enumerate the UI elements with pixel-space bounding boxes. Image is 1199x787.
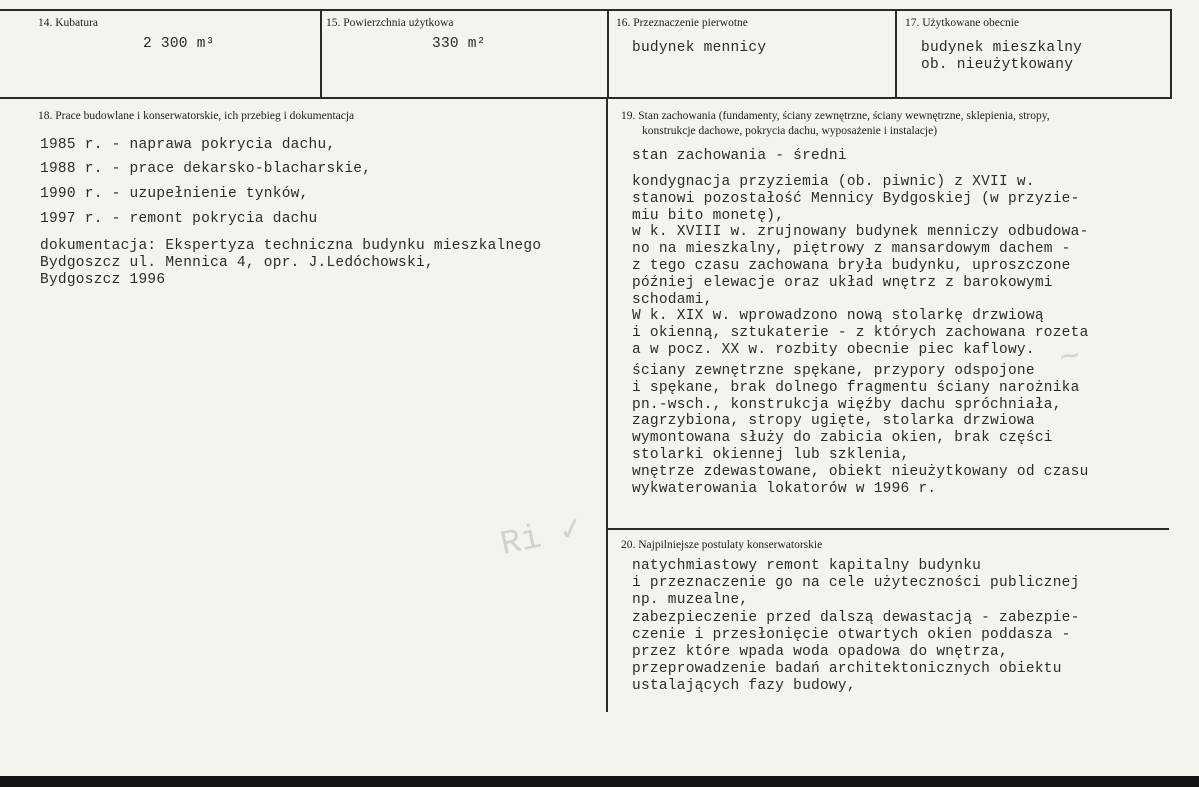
section-20-divider [607, 528, 1169, 530]
documentation-line: dokumentacja: Ekspertyza techniczna budynku mieszkalnego [40, 238, 542, 254]
work-item: 1997 r. - remont pokrycia dachu [40, 211, 318, 227]
history-line: z tego czasu zachowana bryła budynku, uproszczone [632, 258, 1071, 274]
faint-mark: ~ [1056, 338, 1085, 380]
postulate-line: ustalających fazy budowy, [632, 678, 856, 695]
body-col-divider [606, 98, 608, 712]
condition-line: wymontowana służy do zabicia okien, brak części [632, 430, 1053, 447]
postulate-line: przez które wpada woda opadowa do wnętrza, [632, 644, 1008, 660]
condition-line: stolarki okiennej lub szklenia, [632, 447, 910, 463]
right-border [1170, 9, 1172, 98]
history-line: schodami, [632, 291, 713, 308]
condition-line: wnętrze zdewastowane, obiekt nieużytkowany od czasu [632, 463, 1089, 480]
postulate-line: natychmiastowy remont kapitalny budynku [632, 558, 982, 574]
history-line: kondygnacja przyziemia (ob. piwnic) z XVII w. [632, 174, 1035, 190]
field-19-label: konstrukcje dachowe, pokrycia dachu, wyposażenie i instalacje) [642, 125, 938, 137]
work-item: 1990 r. - uzupełnienie tynków, [40, 186, 309, 202]
field-16-label: 16. Przeznaczenie pierwotne [616, 17, 748, 29]
history-line: później elewacje oraz układ wnętrz z barokowymi [632, 274, 1053, 291]
field-15-label: 15. Powierzchnia użytkowa [326, 17, 454, 29]
field-20-label: 20. Najpilniejsze postulaty konserwatorskie [621, 539, 823, 551]
history-line: w k. XVIII w. zrujnowany budynek menniczy odbudowa- [632, 224, 1089, 241]
work-item: 1985 r. - naprawa pokrycia dachu, [40, 137, 336, 153]
condition-line: zagrzybiona, stropy ugięte, stolarka drzwiowa [632, 413, 1035, 430]
postulate-line: zabezpieczenie przed dalszą dewastacją - zabezpie- [632, 609, 1080, 626]
condition-line: i spękane, brak dolnego fragmentu ściany narożnika [632, 379, 1080, 396]
top-border [0, 9, 1172, 11]
postulate-line: np. muzealne, [632, 592, 749, 609]
history-line: stanowi pozostałość Mennicy Bydgoskiej (w przyzie- [632, 190, 1080, 207]
field-14-value: 2 300 m³ [143, 36, 215, 52]
history-line: i okienną, sztukaterie - z których zachowana rozeta [632, 325, 1089, 342]
work-item: 1988 r. - prace dekarsko-blacharskie, [40, 161, 372, 177]
field-17-label: 17. Użytkowane obecnie [905, 17, 1020, 29]
field-17-line: budynek mieszkalny [921, 40, 1083, 56]
col-divider-2 [607, 10, 609, 98]
condition-line: ściany zewnętrzne spękane, przypory odspojone [632, 363, 1035, 379]
postulate-line: czenie i przesłonięcie otwartych okien poddasza - [632, 626, 1071, 643]
documentation-line: Bydgoszcz ul. Mennica 4, opr. J.Ledóchowski, [40, 255, 434, 271]
postulate-line: przeprowadzenie badań architektonicznych obiektu [632, 661, 1062, 678]
documentation-line: Bydgoszcz 1996 [40, 272, 166, 288]
history-line: a w pocz. XX w. rozbity obecnie piec kaflowy. [632, 342, 1035, 358]
history-line: no na mieszkalny, piętrowy z mansardowym dachem - [632, 241, 1071, 258]
col-divider-1 [320, 10, 322, 98]
field-17-line: ob. nieużytkowany [921, 57, 1074, 73]
field-18-label: 18. Prace budowlane i konserwatorskie, ich przebieg i dokumentacja [38, 110, 355, 122]
history-line: miu bito monetę), [632, 207, 785, 224]
header-divider [0, 97, 1172, 99]
condition-line: wykwaterowania lokatorów w 1996 r. [632, 480, 937, 497]
scan-edge [0, 776, 1199, 787]
field-15-value: 330 m² [432, 36, 486, 52]
history-line: W k. XIX w. wprowadzono nową stolarkę drzwiową [632, 308, 1044, 325]
field-14-label: 14. Kubatura [38, 17, 99, 29]
condition-summary: stan zachowania - średni [632, 148, 847, 164]
field-16-value: budynek mennicy [632, 40, 767, 56]
faint-mark: Ri ✓ [497, 510, 586, 566]
col-divider-3 [895, 10, 897, 98]
condition-line: pn.-wsch., konstrukcja więźby dachu spróchniała, [632, 396, 1062, 413]
postulate-line: i przeznaczenie go na cele użyteczności publicznej [632, 575, 1080, 592]
field-19-label: 19. Stan zachowania (fundamenty, ściany zewnętrzne, ściany wewnętrzne, sklepienia, stropy, [621, 110, 1050, 122]
